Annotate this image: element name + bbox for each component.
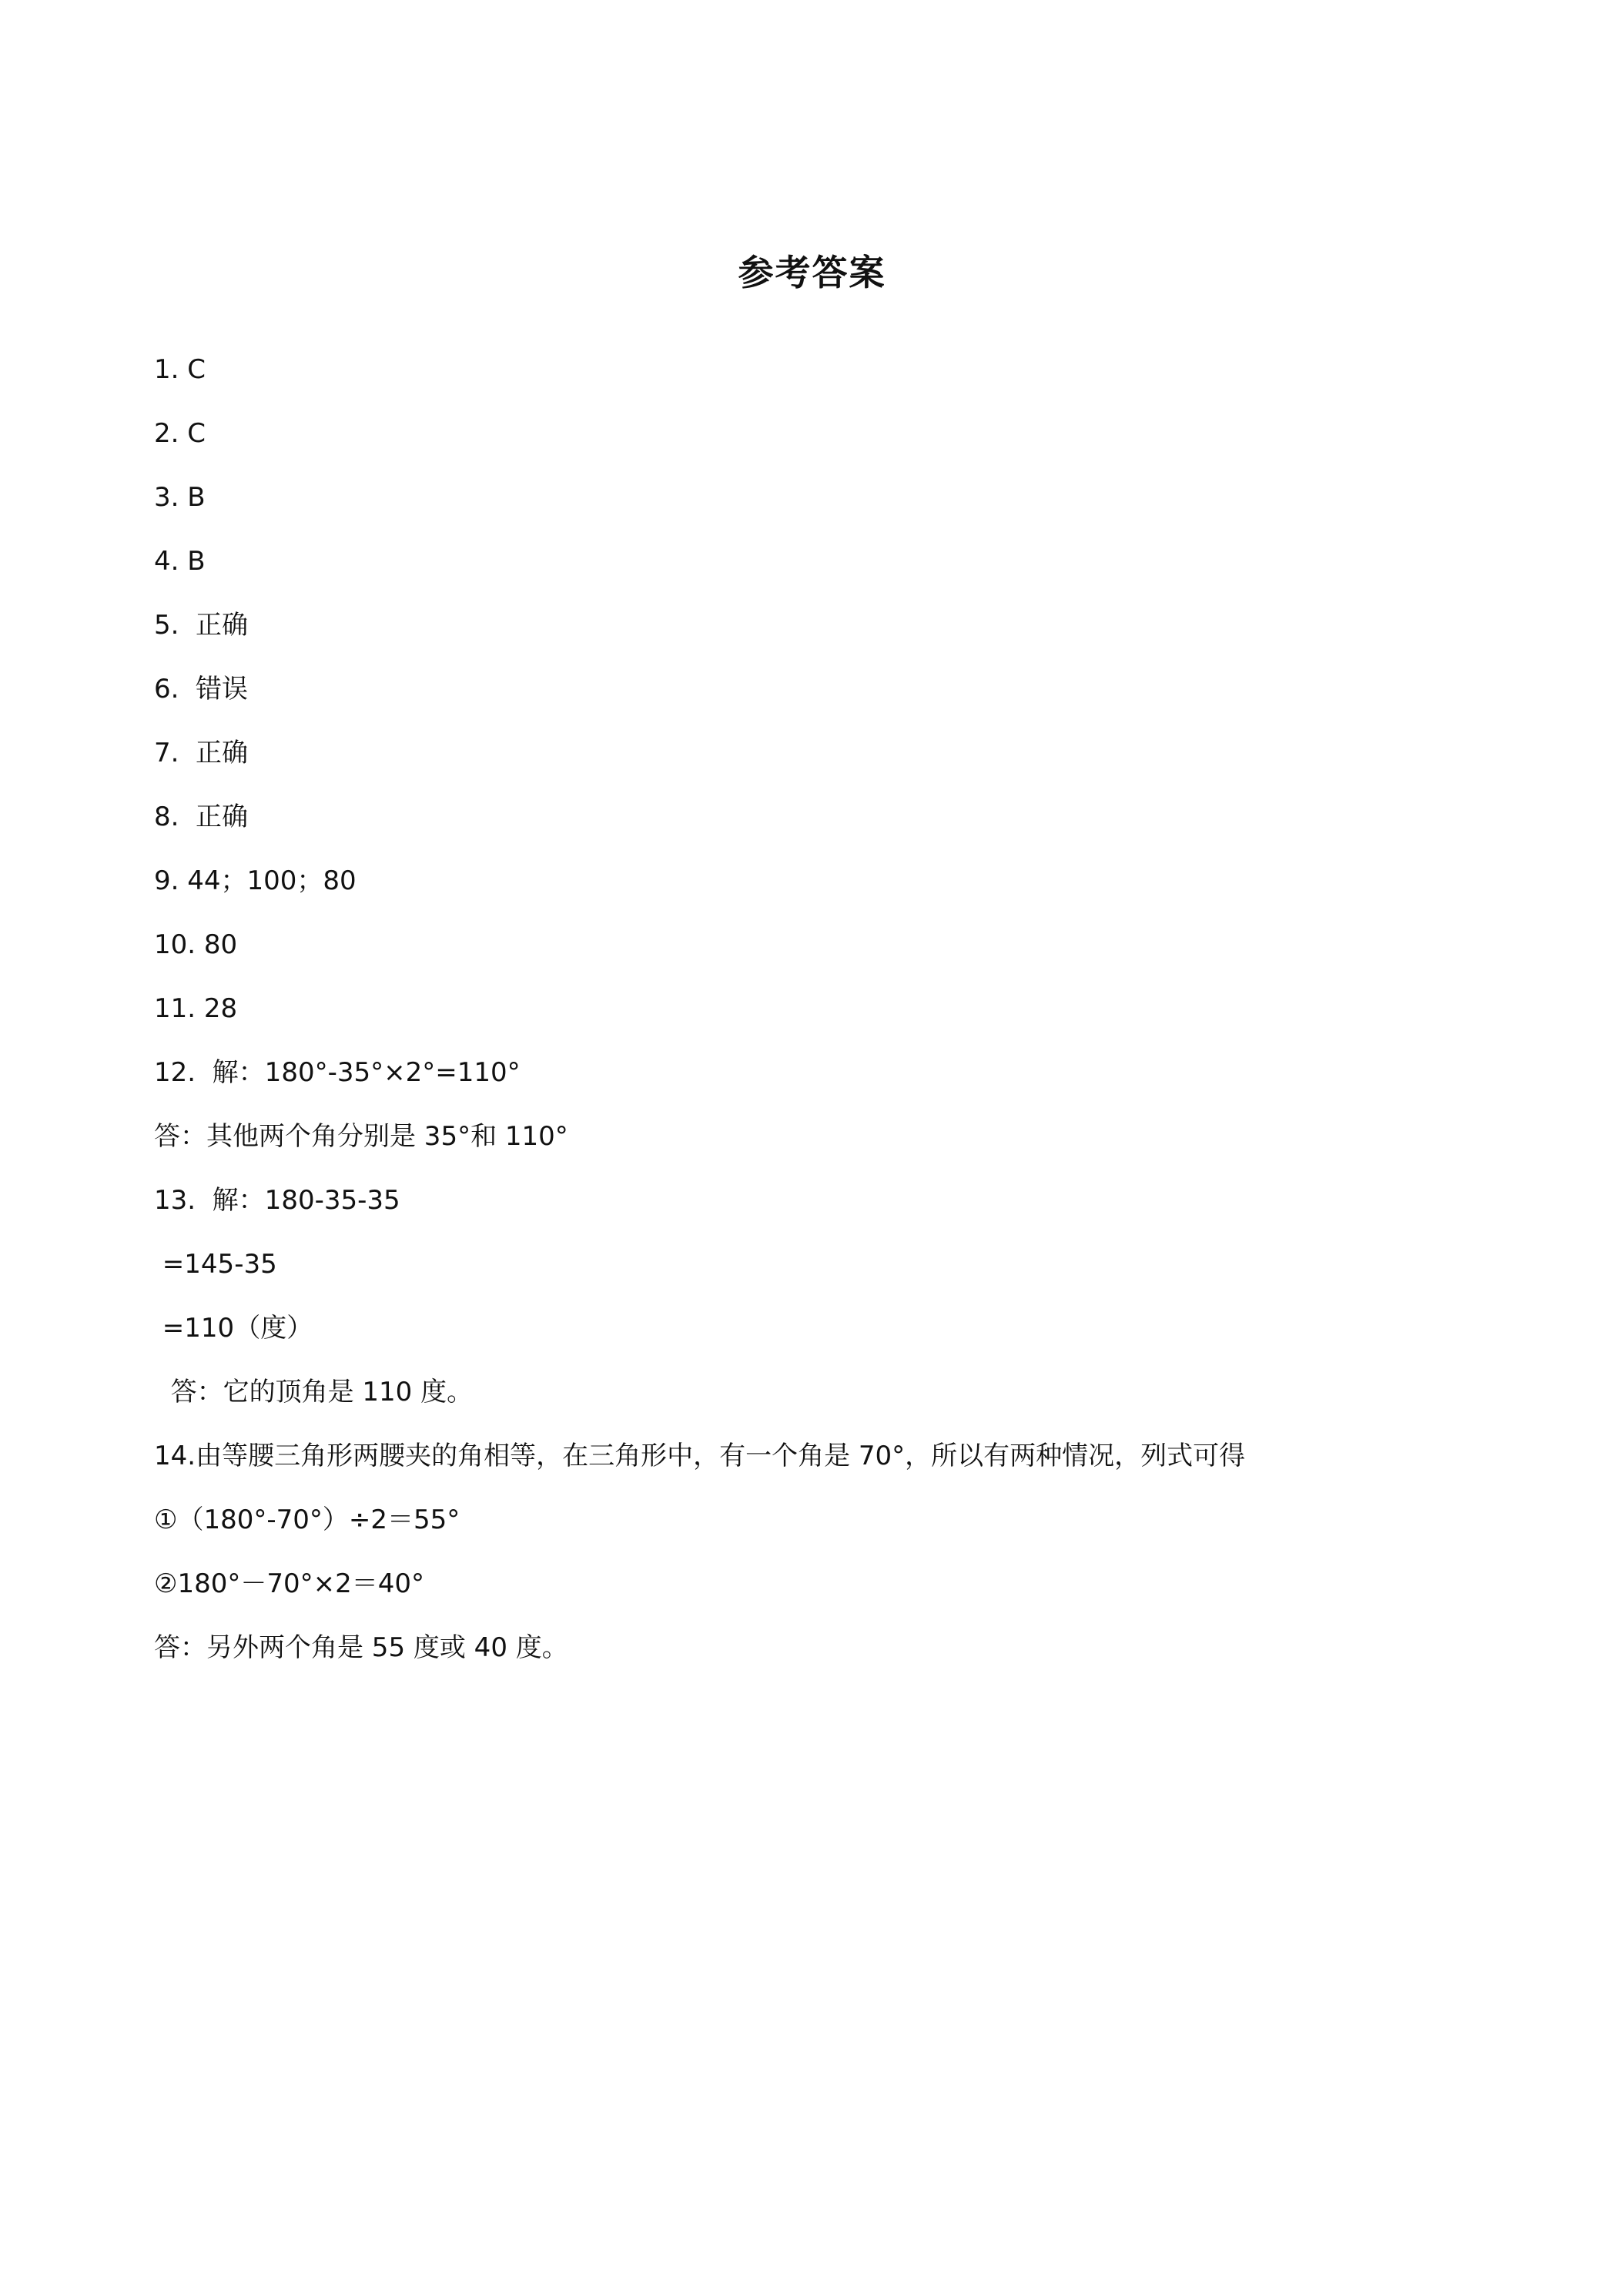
answer-line-10: 10. 80 [154, 929, 238, 960]
answer-line-5: 5. 正确 [154, 610, 249, 641]
answer-line-7: 7. 正确 [154, 738, 249, 768]
page-title: 参考答案 [738, 252, 886, 293]
answer-line-14: 14.由等腰三角形两腰夹的角相等，在三角形中，有一个角是 70°，所以有两种情况，列式可得 [154, 1441, 1246, 1471]
answer-line-13-reply: 答：它的顶角是 110 度。 [154, 1377, 474, 1407]
answer-line-14-reply: 答：另外两个角是 55 度或 40 度。 [154, 1632, 568, 1663]
answer-line-4: 4. B [154, 546, 206, 577]
answer-line-12-reply: 答：其他两个角分别是 35°和 110° [154, 1121, 568, 1152]
answer-line-14-case-1: ①（180°-70°）÷2＝55° [154, 1504, 460, 1535]
answer-line-11: 11. 28 [154, 993, 238, 1024]
answer-line-3: 3. B [154, 482, 206, 513]
answer-line-8: 8. 正确 [154, 802, 249, 832]
answer-line-1: 1. C [154, 354, 206, 385]
answer-line-13-step-1: =145-35 [154, 1249, 277, 1280]
answer-line-14-case-2: ②180°－70°×2＝40° [154, 1568, 425, 1599]
answer-line-2: 2. C [154, 418, 206, 449]
answer-line-6: 6. 错误 [154, 674, 249, 705]
answer-line-9: 9. 44；100；80 [154, 865, 357, 896]
answer-line-13-step-2: =110（度） [154, 1313, 313, 1344]
answer-line-12: 12. 解：180°-35°×2°=110° [154, 1057, 521, 1088]
answer-line-13: 13. 解：180-35-35 [154, 1185, 400, 1216]
